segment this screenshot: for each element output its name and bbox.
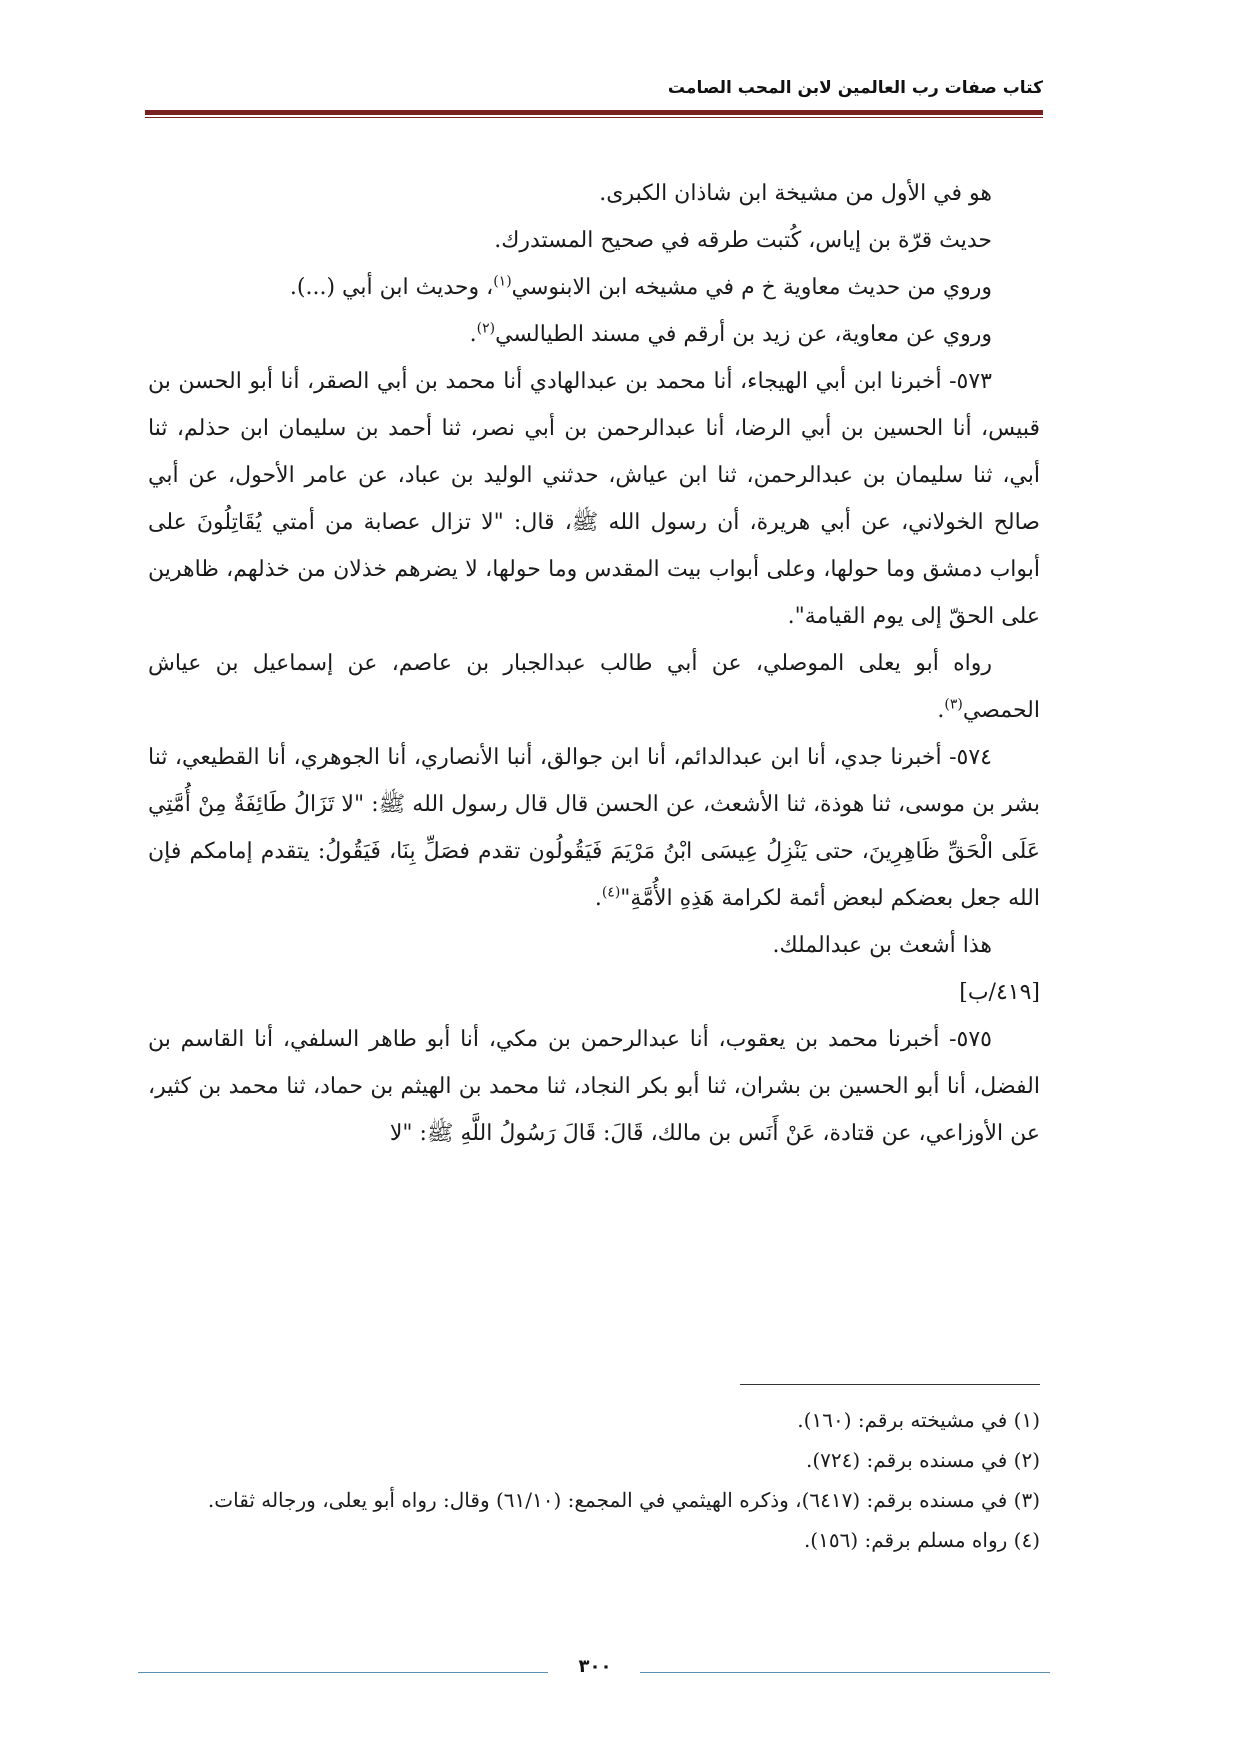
footnote-2: (٢) في مسنده برقم: (٧٢٤). (805, 1448, 1040, 1472)
paragraph: حديث قرّة بن إياس، كُتبت طرقه في صحيح المستدرك. (494, 228, 992, 253)
paragraph (148, 311, 1040, 358)
paragraph-text: . (469, 322, 477, 347)
footnote-ref-4[interactable]: (٤) (601, 884, 621, 901)
footer-rule-right (640, 1672, 1050, 1673)
paragraph-text: ، وحديث ابن أبي (...). (289, 275, 494, 300)
footnote-ref-2[interactable]: (٢) (476, 320, 496, 337)
footnotes (148, 1400, 1040, 1560)
paragraph: هو في الأول من مشيخة ابن شاذان الكبرى. (599, 181, 992, 206)
paragraph-text: . (594, 886, 602, 911)
header-rule-thin (145, 117, 1043, 118)
paragraph (148, 640, 1040, 734)
footnote-3: (٣) في مسنده برقم: (٦٤١٧)، وذكره الهيثمي في المجمع: (٦١/١٠) وقال: رواه أبو يعلى، ورجاله ثقات. (207, 1488, 1040, 1512)
manuscript-folio-ref: [٤١٩/ب] (959, 980, 1040, 1005)
footnote-ref-1[interactable]: (١) (493, 273, 512, 290)
header-rule (145, 110, 1043, 115)
hadith-575: ٥٧٥- أخبرنا محمد بن يعقوب، أنا عبدالرحمن بن مكي، أنا أبو طاهر السلفي، أنا القاسم بن الفضل، أنا أبو الحسين بن بشران، ثنا أبو بكر النجاد، ثنا محمد بن الهيثم بن حماد، ثنا محمد بن كثير، عن الأوزاعي، عن قتادة، عَنْ أَنَس بن مالك، قَالَ: قَالَ رَسُولُ اللَّهِ ﷺ: "لا (148, 1027, 1040, 1146)
hadith-573: ٥٧٣- أخبرنا ابن أبي الهيجاء، أنا محمد بن عبدالهادي أنا محمد بن أبي الصقر، أنا أبو الحسن بن قبيس، أنا الحسين بن أبي الرضا، أنا عبدالرحمن بن أبي نصر، ثنا أحمد بن سليمان ابن حذلم، ثنا أبي، ثنا سليمان بن عبدالرحمن، ثنا ابن عياش، حدثني الوليد بن عباد، عن عامر الأحول، عن أبي صالح الخولاني، عن أبي هريرة، أن رسول الله ﷺ، قال: "لا تزال عصابة من أمتي يُقَاتِلُونَ على أبواب دمشق وما حولها، وعلى أبواب بيت المقدس وما حولها، لا يضرهم خذلان من خذلهم، ظاهرين على الحقّ إلى يوم القيامة". (148, 369, 1040, 629)
paragraph-text: . (937, 698, 945, 723)
footnote-ref-3[interactable]: (٣) (944, 696, 963, 713)
footer-rule-left (138, 1672, 548, 1673)
hadith-574 (148, 734, 1040, 922)
paragraph-text: ٥٧٤- أخبرنا جدي، أنا ابن عبدالدائم، أنا ابن جوالق، أنبا الأنصاري، أنا الجوهري، أنا القطيعي، ثنا بشر بن موسى، ثنا هوذة، ثنا الأشعث، عن الحسن قال قال رسول الله ﷺ: "لا تَزَالُ طَائِفَةٌ مِنْ أُمَّتِي عَلَى الْحَقِّ ظَاهِرِينَ، حتى يَنْزِلُ عِيسَى ابْنُ مَرْيَمَ فَيَقُولُون تقدم فصَلِّ بِنَا، فَيَقُولُ: يتقدم إمامكم فإن الله جعل بعضكم لبعض أئمة لكرامة هَذِهِ الأُمَّةِ" (148, 745, 1040, 911)
paragraph: هذا أشعث بن عبدالملك. (772, 933, 992, 958)
paragraph-text: وروي من حديث معاوية خ م في مشيخه ابن الابنوسي (511, 275, 992, 300)
paragraph-text: وروي عن معاوية، عن زيد بن أرقم في مسند الطيالسي (495, 322, 992, 347)
main-text (148, 170, 1040, 1157)
footnote-1: (١) في مشيخته برقم: (١٦٠). (797, 1408, 1040, 1432)
footnote-separator (740, 1384, 1040, 1385)
paragraph-text: رواه أبو يعلى الموصلي، عن أبي طالب عبدالجبار بن عاصم، عن إسماعيل بن عياش الحمصي (148, 651, 1040, 723)
page-number: ٣٠٠ (578, 1656, 612, 1677)
paragraph (148, 264, 1040, 311)
page-header-title: كتاب صفات رب العالمين لابن المحب الصامت (667, 78, 1043, 98)
footnote-4: (٤) رواه مسلم برقم: (١٥٦). (803, 1528, 1040, 1552)
